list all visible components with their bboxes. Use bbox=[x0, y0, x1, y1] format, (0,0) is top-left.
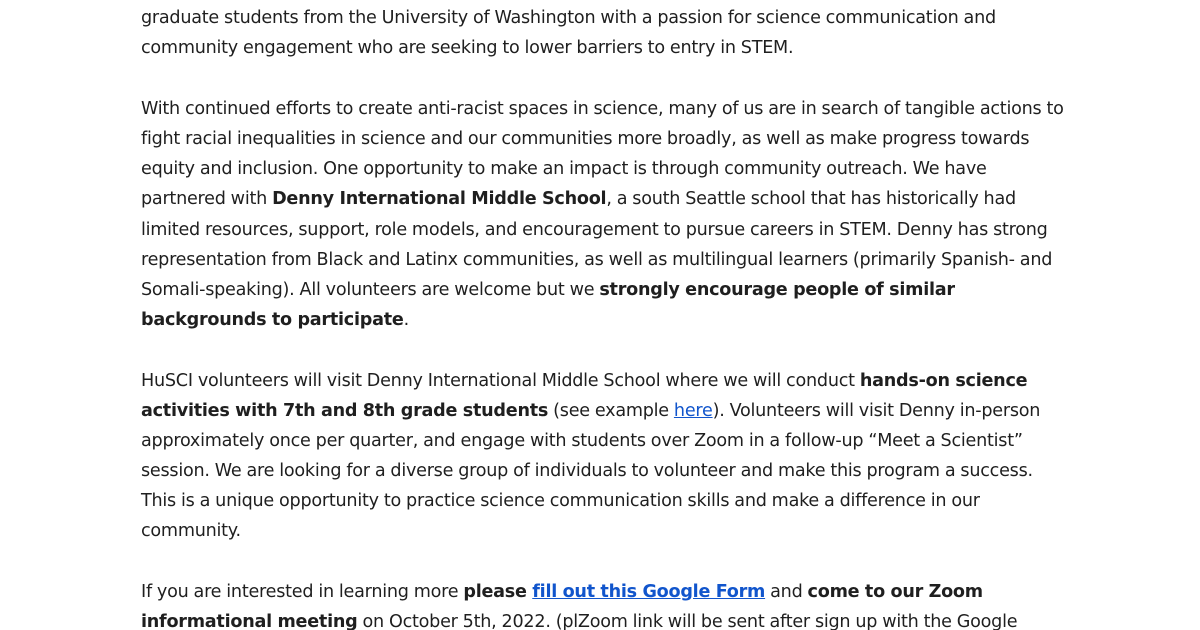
paragraph-text: , a south Seattle school that has historically had limited resources, support, role models, and encouragement to pursue careers in STEM. Denny has strong representation from Black and Latinx communities, as well as multilingual learners (primarily Spanish- and Somali-speaking). All volunteers are welcome but we bbox=[141, 189, 1053, 300]
google-form-link-label: fill out this Google Form bbox=[532, 581, 766, 602]
paragraph-anti-racist bbox=[141, 94, 1066, 335]
school-name-emphasis: Denny International Middle School bbox=[272, 189, 607, 210]
paragraph-text: graduate students from the University of Washington with a passion for science communication and community engagement who are seeking to lower barriers to entry in STEM. bbox=[141, 8, 996, 59]
paragraph-text: HuSCI volunteers will visit Denny International Middle School where we will conduct bbox=[141, 370, 860, 391]
paragraph-text: If you are interested in learning more bbox=[141, 581, 464, 602]
paragraph-text: Zoom link will be sent after sign up with the Google bbox=[577, 611, 1018, 630]
paragraph-text: ). Volunteers will visit Denny in-person approximately once per quarter, and engage with students over Zoom in a follow-up “Meet a Scientist” session. We are looking for a diverse group of individuals to volunteer and make this program a success. This is a unique opportunity to practice science communication skills and make a difference in our community. bbox=[141, 401, 1041, 542]
document-body bbox=[141, 3, 1066, 630]
paragraph-signup bbox=[141, 577, 1066, 630]
paragraph-volunteers bbox=[141, 366, 1066, 547]
paragraph-text: . bbox=[403, 309, 409, 330]
paragraph-text: and bbox=[765, 581, 808, 602]
paragraph-text: With continued efforts to create anti-racist spaces in science, many of us are in search of tangible actions to fight racial inequalities in science and our communities more broadly, as well as make progress towards equity and inclusion. One opportunity to make an impact is through community outreach. We have partnered with bbox=[141, 99, 1064, 210]
paragraph-text: on October 5th, 2022. (pl bbox=[357, 611, 578, 630]
google-form-link[interactable] bbox=[532, 582, 765, 602]
example-link[interactable]: here bbox=[673, 401, 713, 422]
encouragement-emphasis: strongly encourage people of similar backgrounds to participate bbox=[141, 279, 955, 330]
activities-emphasis: hands-on science activities with 7th and 8th grade students bbox=[141, 370, 1028, 422]
paragraph-text: (see example bbox=[548, 401, 674, 422]
please-emphasis: please bbox=[463, 581, 533, 602]
zoom-meeting-emphasis: come to our Zoom informational meeting bbox=[141, 581, 983, 630]
paragraph-intro bbox=[141, 3, 1066, 63]
